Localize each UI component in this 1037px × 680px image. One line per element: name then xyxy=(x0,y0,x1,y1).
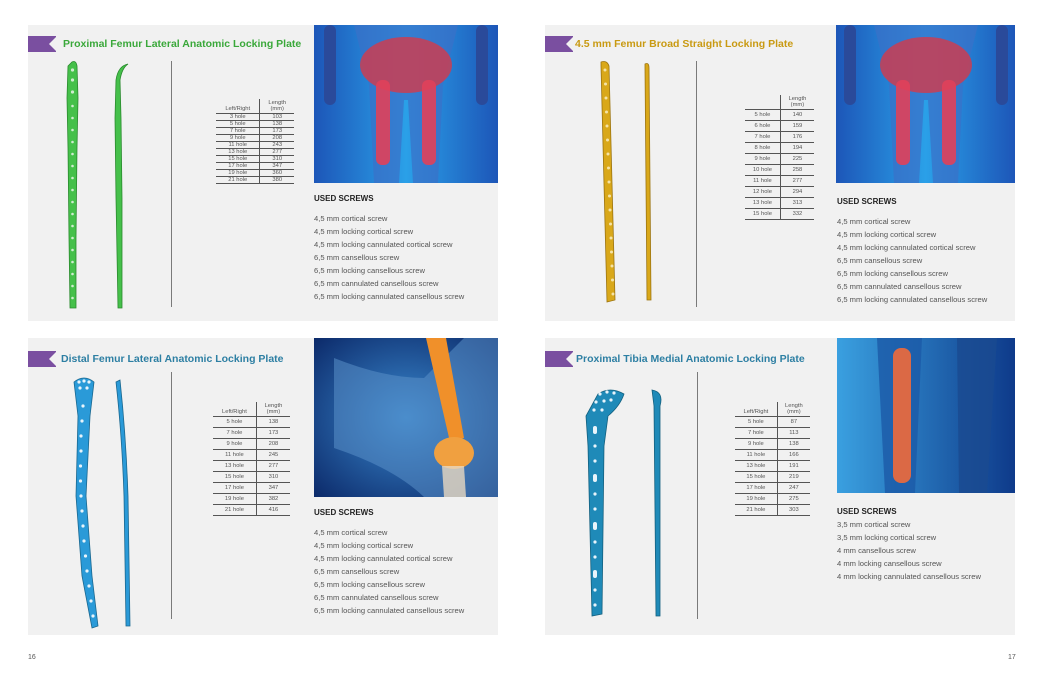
ribbon-marker xyxy=(28,36,56,52)
size-table xyxy=(213,402,290,516)
screw-item: 6,5 mm locking cannulated cansellous screw xyxy=(837,295,988,304)
screw-item: 4 mm locking cannulated cansellous screw xyxy=(837,572,981,581)
screw-item: 4,5 mm cortical screw xyxy=(314,528,388,537)
table-row: 6 hole 159 xyxy=(745,121,814,132)
screw-item: 4,5 mm locking cannulated cortical screw xyxy=(837,243,976,252)
screw-item: 6,5 mm locking cannulated cansellous screw xyxy=(314,606,465,615)
anatomy-photo-knee xyxy=(314,338,498,497)
table-row: 19 hole 360 xyxy=(216,170,294,177)
table-row: 15 hole 310 xyxy=(216,156,294,163)
ribbon-marker xyxy=(545,36,573,52)
table-row: 7 hole 113 xyxy=(735,428,810,439)
divider-line xyxy=(696,61,697,307)
screws-heading: USED SCREWS xyxy=(314,194,374,203)
panel-title: Proximal Tibia Medial Anatomic Locking Plate xyxy=(576,353,805,365)
used-screws xyxy=(837,195,987,306)
panel-title: Distal Femur Lateral Anatomic Locking Plate xyxy=(61,353,284,365)
plate-image xyxy=(68,376,148,631)
table-row: 5 hole 138 xyxy=(216,121,294,128)
used-screws xyxy=(837,505,981,583)
ribbon-marker xyxy=(545,351,573,367)
screw-item: 4 mm locking cansellous screw xyxy=(837,559,942,568)
col-header-left-right: Left/Right xyxy=(213,402,256,417)
col-header-length: Length (mm) xyxy=(268,100,287,112)
col-header-length: Length (mm) xyxy=(785,403,803,415)
table-row: 11 hole 277 xyxy=(745,176,814,187)
table-row: 3 hole 103 xyxy=(216,114,294,121)
screw-item: 4,5 mm locking cortical screw xyxy=(314,541,414,550)
table-row: 13 hole 277 xyxy=(213,461,290,472)
screw-item: 6,5 mm cansellous screw xyxy=(314,253,400,262)
col-header-left-right xyxy=(745,95,780,110)
table-row: 21 hole 380 xyxy=(216,177,294,184)
table-row: 11 hole 243 xyxy=(216,142,294,149)
divider-line xyxy=(697,372,698,619)
plate-image xyxy=(593,60,663,305)
anatomy-photo-tibia xyxy=(837,338,1015,493)
table-row: 7 hole 176 xyxy=(745,132,814,143)
screw-item: 6,5 mm cannulated cansellous screw xyxy=(837,282,962,291)
table-row: 9 hole 208 xyxy=(213,439,290,450)
ribbon-marker xyxy=(28,351,56,367)
table-row: 15 hole 310 xyxy=(213,472,290,483)
table-row: 7 hole 173 xyxy=(213,428,290,439)
screw-item: 6,5 mm cannulated cansellous screw xyxy=(314,593,439,602)
table-row: 21 hole 416 xyxy=(213,505,290,516)
anatomy-photo-hip xyxy=(314,25,498,183)
panel-proximal-femur xyxy=(28,25,498,321)
table-row: 19 hole 382 xyxy=(213,494,290,505)
table-row: 13 hole 313 xyxy=(745,198,814,209)
screws-heading: USED SCREWS xyxy=(837,197,897,206)
screw-item: 6,5 mm cansellous screw xyxy=(837,256,923,265)
table-row: 9 hole 138 xyxy=(735,439,810,450)
screw-item: 4 mm cansellous screw xyxy=(837,546,916,555)
table-row: 7 hole 173 xyxy=(216,128,294,135)
col-header-left-right: Left/Right xyxy=(735,402,777,417)
screws-heading: USED SCREWS xyxy=(314,508,374,517)
table-row: 5 hole 87 xyxy=(735,417,810,428)
table-row: 10 hole 258 xyxy=(745,165,814,176)
screw-item: 6,5 mm cansellous screw xyxy=(314,567,400,576)
table-row: 17 hole 347 xyxy=(216,163,294,170)
plate-image xyxy=(58,58,138,313)
table-row: 8 hole 194 xyxy=(745,143,814,154)
size-table xyxy=(216,99,294,184)
panel-title: 4.5 mm Femur Broad Straight Locking Plate xyxy=(575,38,794,50)
screw-item: 4,5 mm locking cortical screw xyxy=(837,230,937,239)
screw-item: 4,5 mm locking cannulated cortical screw xyxy=(314,240,453,249)
screw-item: 4,5 mm cortical screw xyxy=(837,217,911,226)
table-row: 9 hole 225 xyxy=(745,154,814,165)
col-header-length: Length (mm) xyxy=(788,96,807,108)
screw-item: 6,5 mm cannulated cansellous screw xyxy=(314,279,439,288)
used-screws xyxy=(314,506,464,617)
table-row: 15 hole 219 xyxy=(735,472,810,483)
screws-heading: USED SCREWS xyxy=(837,507,897,516)
table-row: 13 hole 191 xyxy=(735,461,810,472)
table-row: 5 hole 140 xyxy=(745,110,814,121)
anatomy-photo-hip xyxy=(836,25,1015,183)
page-number-right: 17 xyxy=(1008,654,1016,661)
plate-image xyxy=(580,386,675,621)
table-row: 13 hole 277 xyxy=(216,149,294,156)
screw-item: 6,5 mm locking cansellous screw xyxy=(837,269,948,278)
screw-item: 6,5 mm locking cansellous screw xyxy=(314,580,425,589)
table-row: 11 hole 166 xyxy=(735,450,810,461)
table-row: 15 hole 332 xyxy=(745,209,814,220)
screw-item: 6,5 mm locking cansellous screw xyxy=(314,266,425,275)
screw-item: 6,5 mm locking cannulated cansellous screw xyxy=(314,292,465,301)
size-table xyxy=(735,402,810,516)
table-row: 11 hole 245 xyxy=(213,450,290,461)
size-table xyxy=(745,95,814,220)
col-header-left-right: Left/Right xyxy=(216,99,260,114)
table-row: 19 hole 275 xyxy=(735,494,810,505)
table-row: 17 hole 347 xyxy=(213,483,290,494)
screw-item: 4,5 mm locking cortical screw xyxy=(314,227,414,236)
screw-item: 4,5 mm locking cannulated cortical screw xyxy=(314,554,453,563)
panel-title: Proximal Femur Lateral Anatomic Locking Plate xyxy=(63,38,302,50)
used-screws xyxy=(314,192,464,303)
panel-femur-broad-straight xyxy=(545,25,1015,321)
table-row: 9 hole 208 xyxy=(216,135,294,142)
panel-distal-femur xyxy=(28,338,498,635)
col-header-length: Length (mm) xyxy=(264,403,283,415)
table-row: 21 hole 303 xyxy=(735,505,810,516)
divider-line xyxy=(171,61,172,307)
screw-item: 3,5 mm locking cortical screw xyxy=(837,533,937,542)
screw-item: 3,5 mm cortical screw xyxy=(837,520,911,529)
screw-item: 4,5 mm cortical screw xyxy=(314,214,388,223)
divider-line xyxy=(171,372,172,619)
page-number-left: 16 xyxy=(28,654,36,661)
table-row: 17 hole 247 xyxy=(735,483,810,494)
table-row: 5 hole 138 xyxy=(213,417,290,428)
table-row: 12 hole 294 xyxy=(745,187,814,198)
panel-proximal-tibia xyxy=(545,338,1015,635)
